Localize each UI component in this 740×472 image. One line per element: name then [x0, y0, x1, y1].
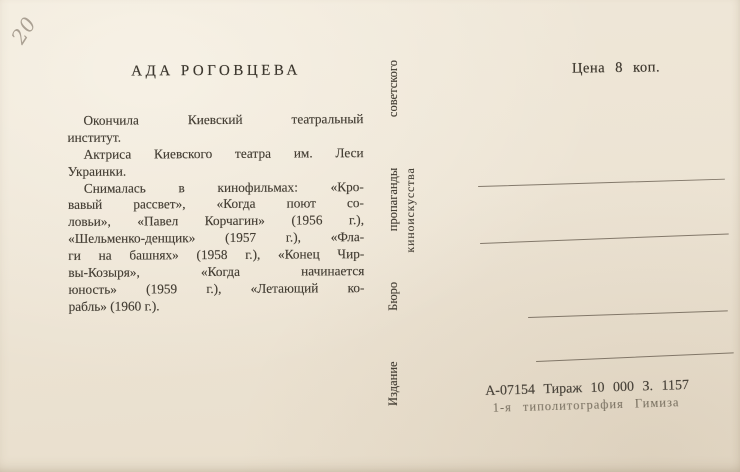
publisher-word: пропаганды [386, 167, 400, 232]
publisher-word: Издание [386, 361, 400, 406]
biography-line: Окончила Киевский театральный [83, 111, 364, 128]
biography-line: Актриса Киевского театра им. Леси [83, 144, 364, 162]
print-run-line-2: 1-я типолитография Гимиза [492, 395, 680, 415]
print-run-imprint [485, 377, 738, 416]
biography-text [67, 111, 364, 315]
biography-line: Украинки. [67, 163, 127, 179]
publisher-line-2: киноискусства [403, 167, 417, 253]
price-label: Цена 8 коп. [571, 59, 661, 77]
print-run-line-1: А-07154 Тираж 10 000 З. 1157 [485, 377, 690, 399]
address-rule-line [480, 233, 729, 244]
biography-line: ги на башнях» (1958 г.), «Конец Чир- [68, 246, 365, 264]
publisher-line-1 [386, 60, 401, 406]
address-rule-line [478, 179, 725, 188]
biography-line: ловьи», «Павел Корчагин» (1956 г.), [68, 212, 365, 230]
biography-line: вавый рассвет», «Когда поют со- [67, 195, 364, 213]
biography-line: рабль» (1960 г.). [68, 298, 160, 314]
publisher-word: Бюро [386, 281, 400, 311]
address-rule-line [528, 310, 728, 318]
address-rule-line [536, 352, 734, 362]
biography-line: вы-Козыря», «Когда начинается [68, 263, 365, 280]
actress-name-title: АДА РОГОВЦЕВА [131, 62, 301, 80]
biography-line: юность» (1959 г.), «Летающий ко- [68, 280, 365, 297]
pencil-note: 20 [6, 11, 42, 49]
biography-line: «Шельменко-денщик» (1957 г.), «Фла- [68, 229, 365, 247]
publisher-imprint-rotated [386, 60, 428, 406]
biography-line: институт. [67, 129, 122, 145]
biography-line: Снималась в кинофильмах: «Кро- [83, 178, 364, 196]
publisher-word: советского [386, 60, 400, 118]
